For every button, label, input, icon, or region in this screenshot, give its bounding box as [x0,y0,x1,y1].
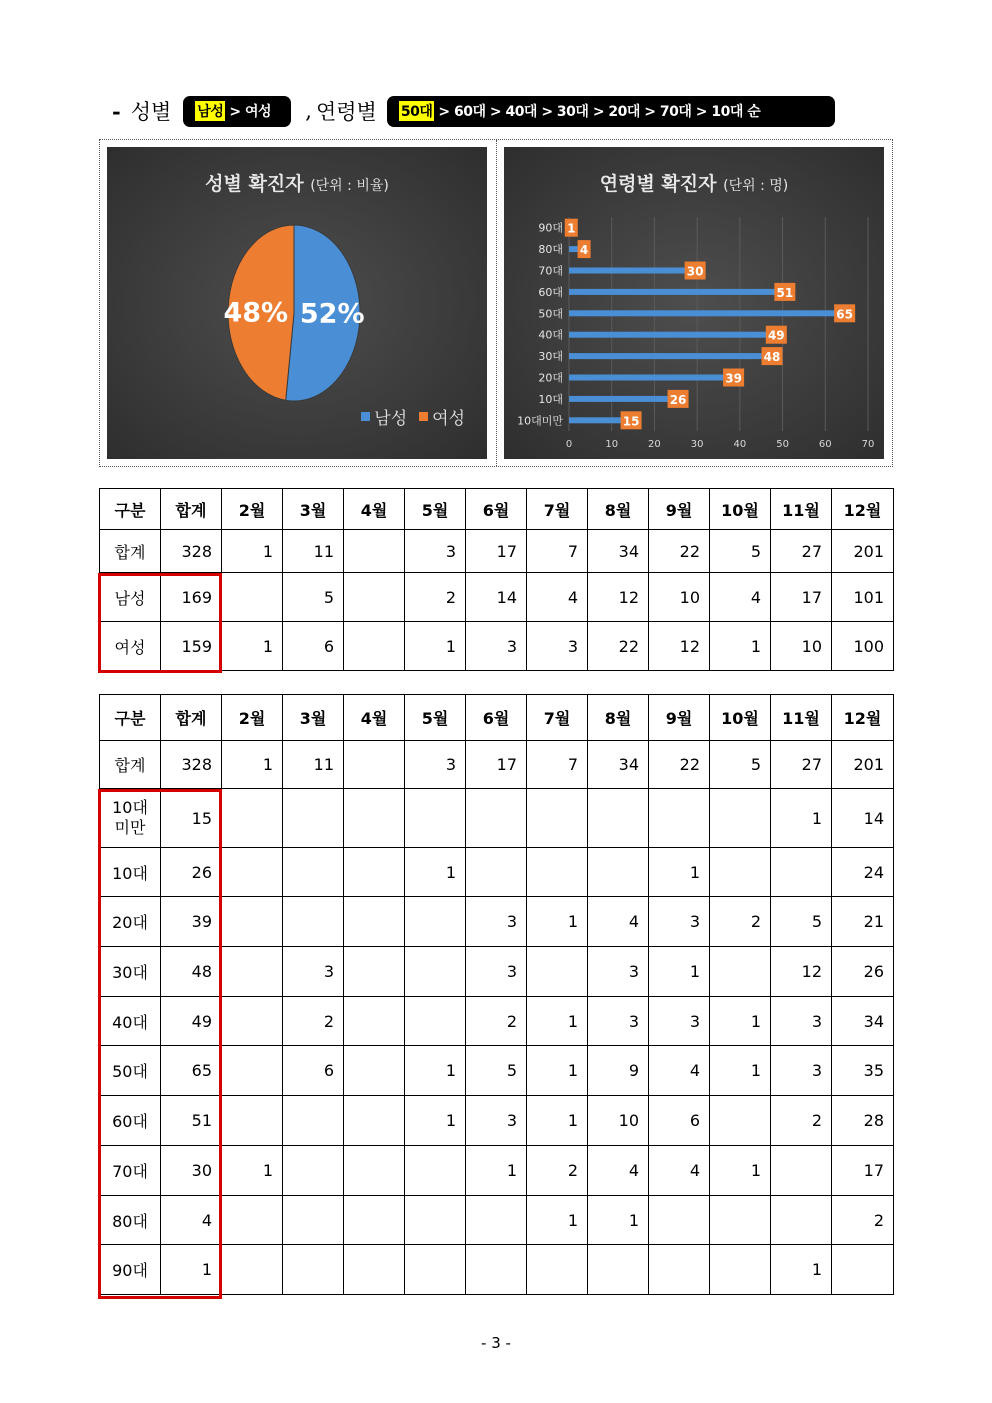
table-cell [710,1096,771,1146]
table-cell [710,789,771,848]
bar-value-label: 48 [763,350,781,365]
table-cell: 12 [588,573,649,622]
bar-40대 [569,332,778,338]
table-cell [710,1245,771,1295]
table-cell [344,947,405,997]
y-category-label: 60대 [538,285,563,299]
table-row [100,573,894,622]
table-cell: 3 [466,897,527,947]
row-total: 15 [161,789,222,848]
chart-divider [496,140,497,466]
table-cell: 2 [832,1196,894,1245]
table-cell: 22 [649,530,710,573]
table-cell: 3 [649,897,710,947]
table-cell [222,573,283,622]
gender-monthly-table [99,488,894,671]
table-cell: 10 [649,573,710,622]
row-total: 51 [161,1096,222,1146]
table-cell: 22 [588,622,649,671]
table-cell [222,1245,283,1295]
age-rank-rest: > 60대 > 40대 > 30대 > 20대 > 70대 > 10대 순 [438,104,761,120]
table-cell: 1 [588,1196,649,1245]
age-monthly-table [99,694,894,1295]
table-cell [405,947,466,997]
table-cell [283,1096,344,1146]
table-row [100,1196,894,1245]
row-total: 65 [161,1046,222,1096]
table-cell: 1 [649,947,710,997]
legend-swatch-male [361,412,370,421]
table-cell [344,1096,405,1146]
age-rank-badge [387,96,835,127]
table-cell [344,741,405,789]
table-cell [344,573,405,622]
table-cell: 5 [466,1046,527,1096]
table-cell: 17 [832,1146,894,1196]
table-cell [588,848,649,897]
pie-title-text: 성별 확진자 [205,173,304,195]
table-cell: 1 [405,622,466,671]
table-cell: 3 [466,622,527,671]
table-header-row [100,489,894,530]
table-row [100,947,894,997]
column-header: 10월 [710,695,771,741]
row-total: 30 [161,1146,222,1196]
bar-10대 [569,396,680,402]
column-header: 구분 [100,695,161,741]
row-total: 26 [161,848,222,897]
x-tick-label: 70 [861,439,875,450]
table-cell: 3 [283,947,344,997]
x-tick-label: 0 [565,439,573,450]
bar-value-label: 15 [622,414,640,429]
bar-title-unit: (단위 : 명) [723,178,789,194]
pie-label-female: 48% [223,297,289,329]
table-cell [405,789,466,848]
column-header: 3월 [283,489,344,530]
table-cell: 1 [222,622,283,671]
table-cell: 27 [771,530,832,573]
table-row [100,1245,894,1295]
table-cell: 1 [710,1146,771,1196]
table-cell [344,530,405,573]
row-label: 70대 [100,1146,161,1196]
x-tick-label: 10 [605,439,619,450]
y-category-label: 20대 [538,371,563,385]
table-cell: 7 [527,741,588,789]
table-cell: 3 [588,997,649,1046]
y-category-label: 10대미만 [517,414,563,428]
table-cell: 3 [405,741,466,789]
table-cell: 28 [832,1096,894,1146]
table-cell [222,1046,283,1096]
table-cell: 1 [527,1196,588,1245]
column-header: 4월 [344,695,405,741]
row-label: 20대 [100,897,161,947]
column-header: 합계 [161,695,222,741]
table-cell [405,1196,466,1245]
table-cell: 1 [527,997,588,1046]
table-cell [466,848,527,897]
summary-heading [112,94,835,128]
table-cell: 5 [710,741,771,789]
row-label: 80대 [100,1196,161,1245]
heading-dash: - [112,98,121,124]
table-cell: 14 [466,573,527,622]
column-header: 7월 [527,489,588,530]
table-row [100,741,894,789]
bar-svg [504,147,884,459]
table-cell: 6 [283,622,344,671]
column-header: 11월 [771,489,832,530]
column-header: 11월 [771,695,832,741]
page-number: - 3 - [481,1334,511,1352]
table-cell [832,1245,894,1295]
row-total: 328 [161,530,222,573]
table-cell: 4 [649,1046,710,1096]
table-cell: 35 [832,1046,894,1096]
bar-20대 [569,375,736,381]
table-cell: 3 [466,1096,527,1146]
table-cell: 1 [710,1046,771,1096]
table-cell: 9 [588,1046,649,1096]
table-cell: 11 [283,741,344,789]
table-cell: 34 [832,997,894,1046]
legend-label-female: 여성 [432,409,465,429]
table-row [100,1096,894,1146]
table-cell [344,1245,405,1295]
table-cell: 1 [405,1046,466,1096]
bar-60대 [569,289,787,295]
x-tick-label: 40 [733,439,747,450]
table-cell [222,1196,283,1245]
table-cell: 27 [771,741,832,789]
table-row [100,1146,894,1196]
table-cell: 3 [649,997,710,1046]
x-tick-label: 50 [776,439,789,450]
table-cell [405,997,466,1046]
age-rank-top: 50대 [399,101,435,121]
column-header: 12월 [832,489,894,530]
bar-value-label: 4 [579,243,589,258]
gender-rank-rest: > 여성 [229,104,272,120]
table-cell: 3 [771,997,832,1046]
bar-value-label: 51 [776,285,794,300]
row-total: 48 [161,947,222,997]
table-cell: 17 [466,741,527,789]
table-cell: 3 [405,530,466,573]
table-cell [344,997,405,1046]
table-cell: 201 [832,530,894,573]
table-cell [405,1245,466,1295]
table-cell [649,1196,710,1245]
table-cell: 6 [283,1046,344,1096]
table-cell: 1 [222,1146,283,1196]
table-cell [710,1196,771,1245]
table-cell [344,622,405,671]
x-tick-label: 20 [648,439,661,450]
column-header: 6월 [466,489,527,530]
x-tick-label: 60 [818,439,832,450]
table-cell: 4 [649,1146,710,1196]
row-label: 60대 [100,1096,161,1146]
table-cell [466,1245,527,1295]
table-cell: 3 [527,622,588,671]
table-cell: 10 [771,622,832,671]
row-total: 328 [161,741,222,789]
table-cell [222,789,283,848]
table-cell: 5 [771,897,832,947]
age-label: 연령별 [315,100,377,124]
table-cell: 1 [710,997,771,1046]
table-cell: 201 [832,741,894,789]
table-cell: 1 [222,530,283,573]
y-category-label: 30대 [538,350,563,364]
row-label: 남성 [100,573,161,622]
table-cell: 1 [405,848,466,897]
table-cell [466,789,527,848]
table-cell [283,789,344,848]
row-total: 49 [161,997,222,1046]
table-cell [283,1146,344,1196]
table-cell: 26 [832,947,894,997]
heading-comma: , [305,99,312,123]
table-cell: 1 [405,1096,466,1146]
table-cell [344,848,405,897]
table-cell: 5 [710,530,771,573]
bar-value-label: 49 [767,328,785,343]
table-cell: 1 [527,897,588,947]
table-cell [527,789,588,848]
row-label: 여성 [100,622,161,671]
table-cell [222,848,283,897]
table-cell [283,1196,344,1245]
table-cell [222,997,283,1046]
y-category-label: 90대 [538,221,563,235]
table-cell [222,947,283,997]
bar-value-label: 39 [725,371,742,386]
table-cell: 11 [283,530,344,573]
gender-rank-badge [183,96,291,127]
column-header: 8월 [588,489,649,530]
bar-value-label: 26 [669,392,687,407]
table-row [100,897,894,947]
table-cell: 12 [771,947,832,997]
table-cell: 1 [222,741,283,789]
table-cell [283,848,344,897]
table-cell: 1 [649,848,710,897]
table-cell [283,1245,344,1295]
table-cell: 14 [832,789,894,848]
table-cell [771,848,832,897]
gender-rank-top: 남성 [195,101,225,121]
column-header: 2월 [222,489,283,530]
table-row [100,789,894,848]
table-cell [283,897,344,947]
table-cell: 21 [832,897,894,947]
table-cell: 3 [466,947,527,997]
table-row [100,622,894,671]
column-header: 합계 [161,489,222,530]
table-cell: 12 [649,622,710,671]
y-category-label: 70대 [538,264,563,278]
table-cell [527,947,588,997]
column-header: 3월 [283,695,344,741]
table-cell: 17 [771,573,832,622]
table-cell: 24 [832,848,894,897]
table-cell [222,897,283,947]
y-category-label: 50대 [538,307,563,321]
table-cell [344,789,405,848]
table-cell: 1 [771,1245,832,1295]
row-label: 합계 [100,530,161,573]
table-cell: 1 [527,1046,588,1096]
bar-value-label: 30 [686,264,704,279]
legend-swatch-female [419,412,428,421]
row-total: 159 [161,622,222,671]
table-cell: 2 [527,1146,588,1196]
column-header: 6월 [466,695,527,741]
table-cell [527,848,588,897]
row-total: 39 [161,897,222,947]
table-cell: 6 [649,1096,710,1146]
age-bar-chart [504,147,884,459]
table-cell [649,1245,710,1295]
table-cell [588,789,649,848]
table-cell: 1 [466,1146,527,1196]
table-row [100,1046,894,1096]
column-header: 7월 [527,695,588,741]
table-cell: 2 [710,897,771,947]
column-header: 10월 [710,489,771,530]
table-cell [771,1196,832,1245]
column-header: 8월 [588,695,649,741]
table-cell: 2 [466,997,527,1046]
row-label: 30대 [100,947,161,997]
column-header: 9월 [649,695,710,741]
row-label: 50대 [100,1046,161,1096]
bar-value-label: 1 [567,221,576,236]
table-cell: 4 [527,573,588,622]
row-total: 4 [161,1196,222,1245]
table-row [100,997,894,1046]
table-header-row [100,695,894,741]
table-cell [344,1196,405,1245]
column-header: 구분 [100,489,161,530]
table-cell [344,1146,405,1196]
table-cell: 17 [466,530,527,573]
table-cell: 34 [588,741,649,789]
table-cell: 101 [832,573,894,622]
table-cell: 4 [588,1146,649,1196]
table-cell [344,1046,405,1096]
table-cell: 34 [588,530,649,573]
column-header: 2월 [222,695,283,741]
row-total: 1 [161,1245,222,1295]
bar-70대 [569,268,697,274]
bar-title-text: 연령별 확진자 [599,173,717,195]
column-header: 5월 [405,695,466,741]
bar-value-label: 65 [836,307,853,322]
table-cell: 22 [649,741,710,789]
y-category-label: 80대 [538,243,563,257]
table-cell [710,848,771,897]
row-label: 90대 [100,1245,161,1295]
table-cell: 1 [710,622,771,671]
table-cell [466,1196,527,1245]
row-label: 10대 미만 [100,789,161,848]
y-category-label: 40대 [538,328,563,342]
table-cell: 10 [588,1096,649,1146]
table-cell: 5 [283,573,344,622]
table-cell [405,1146,466,1196]
bar-30대 [569,353,774,359]
table-cell: 2 [771,1096,832,1146]
y-category-label: 10대 [538,392,563,406]
table-row [100,530,894,573]
column-header: 9월 [649,489,710,530]
chart-frame [99,139,893,467]
table-cell [344,897,405,947]
column-header: 4월 [344,489,405,530]
row-total: 169 [161,573,222,622]
table-cell [710,947,771,997]
gender-pie-chart [107,147,487,459]
table-cell [771,1146,832,1196]
x-tick-label: 30 [690,439,704,450]
table-cell: 1 [527,1096,588,1146]
table-cell: 4 [588,897,649,947]
table-cell [649,789,710,848]
bar-50대 [569,310,847,316]
pie-label-male: 52% [299,298,365,330]
row-label: 40대 [100,997,161,1046]
column-header: 5월 [405,489,466,530]
table-cell: 1 [771,789,832,848]
table-cell: 2 [405,573,466,622]
table-cell: 2 [283,997,344,1046]
table-cell: 7 [527,530,588,573]
table-cell [527,1245,588,1295]
table-row [100,848,894,897]
table-cell [222,1096,283,1146]
legend-label-male: 남성 [374,409,408,429]
row-label: 합계 [100,741,161,789]
pie-title-unit: (단위 : 비율) [310,178,389,194]
table-cell: 4 [710,573,771,622]
table-cell: 100 [832,622,894,671]
table-cell: 3 [771,1046,832,1096]
gender-label: 성별 [130,100,172,124]
row-label: 10대 [100,848,161,897]
table-cell [405,897,466,947]
column-header: 12월 [832,695,894,741]
table-cell [588,1245,649,1295]
pie-legend [361,404,465,429]
table-cell: 3 [588,947,649,997]
